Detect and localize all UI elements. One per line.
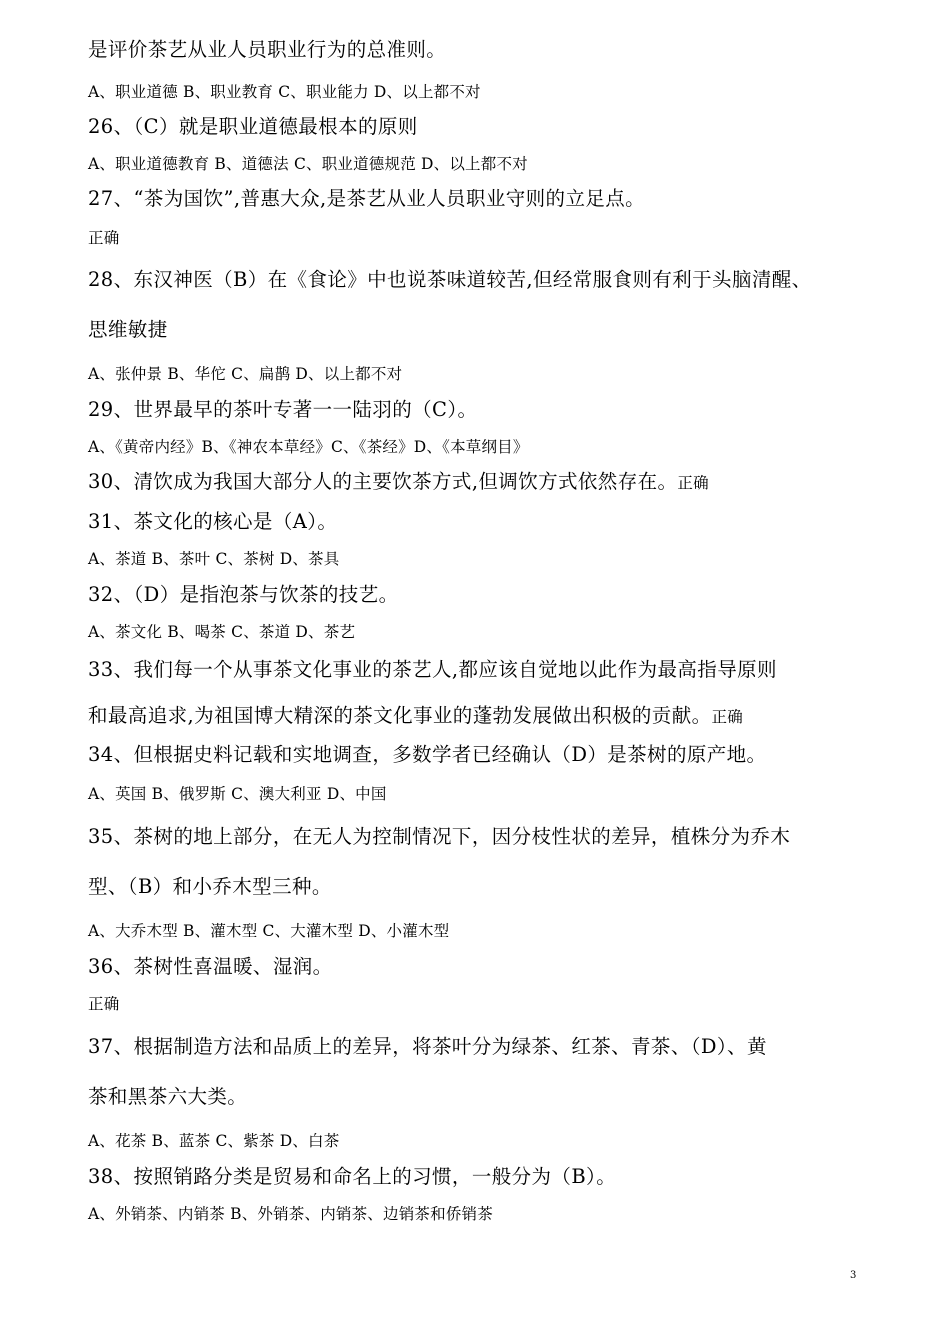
question-32-stem: 32、（D）是指泡茶与饮茶的技艺。 [88, 583, 399, 606]
question-27-answer: 正确 [88, 229, 120, 247]
question-28-stem: 28、东汉神医（B）在《食论》中也说茶味道较苦,但经常服食则有利于头脑清醒、 [88, 268, 812, 291]
question-31-options: A、茶道 B、茶叶 C、茶树 D、茶具 [88, 550, 340, 568]
question-37-options: A、花茶 B、蓝茶 C、紫茶 D、白茶 [88, 1132, 340, 1150]
question-35-options: A、大乔木型 B、灌木型 C、大灌木型 D、小灌木型 [88, 922, 450, 940]
question-35-stem: 35、茶树的地上部分，在无人为控制情况下，因分枝性状的差异，植株分为乔木 [88, 825, 791, 848]
question-33-answer: 正确 [711, 708, 743, 726]
question-36-answer: 正确 [88, 995, 120, 1013]
question-30-stem [88, 472, 709, 492]
question-36-stem: 36、茶树性喜温暖、湿润。 [88, 955, 333, 978]
question-25-options: A、职业道德 B、职业教育 C、职业能力 D、以上都不对 [88, 83, 481, 101]
question-30-text: 30、清饮成为我国大部分人的主要饮茶方式,但调饮方式依然存在。 [88, 470, 678, 493]
question-34-options: A、英国 B、俄罗斯 C、澳大利亚 D、中国 [88, 785, 387, 803]
question-34-stem: 34、但根据史料记载和实地调查，多数学者已经确认（D）是茶树的原产地。 [88, 743, 767, 766]
question-37-stem: 37、根据制造方法和品质上的差异，将茶叶分为绿茶、红茶、青茶、（D）、黄 [88, 1035, 767, 1058]
question-32-options: A、茶文化 B、喝茶 C、茶道 D、茶艺 [88, 623, 356, 641]
question-33-text: 和最高追求,为祖国博大精深的茶文化事业的蓬勃发展做出积极的贡献。 [88, 704, 712, 727]
question-29-stem: 29、世界最早的茶叶专著一一陆羽的（C）。 [88, 398, 478, 421]
question-37-stem-continued: 茶和黑茶六大类。 [88, 1085, 248, 1108]
question-27-stem: 27、“茶为国饮”,普惠大众,是茶艺从业人员职业守则的立足点。 [88, 187, 646, 210]
question-30-answer: 正确 [677, 474, 709, 492]
question-38-stem: 38、按照销路分类是贸易和命名上的习惯，一般分为（B）。 [88, 1165, 617, 1188]
question-33-stem: 33、我们每一个从事茶文化事业的茶艺人,都应该自觉地以此作为最高指导原则 [88, 658, 777, 681]
question-33-stem-continued [88, 706, 743, 726]
question-26-options: A、职业道德教育 B、道德法 C、职业道德规范 D、以上都不对 [88, 155, 528, 173]
question-25-stem: 是评价茶艺从业人员职业行为的总准则。 [88, 38, 447, 61]
question-35-stem-continued: 型、（B）和小乔木型三种。 [88, 875, 332, 898]
question-28-options: A、张仲景 B、华佗 C、扁鹊 D、以上都不对 [88, 365, 403, 383]
question-29-options: A、《黄帝内经》B、《神农本草经》C、《茶经》D、《本草纲目》 [88, 438, 529, 456]
question-31-stem: 31、茶文化的核心是（A）。 [88, 510, 338, 533]
question-26-stem: 26、（C）就是职业道德最根本的原则 [88, 115, 418, 138]
question-28-stem-continued: 思维敏捷 [88, 318, 168, 341]
page-number: 3 [850, 1270, 857, 1281]
question-38-options: A、外销茶、内销茶 B、外销茶、内销茶、边销茶和侨销茶 [88, 1205, 493, 1223]
